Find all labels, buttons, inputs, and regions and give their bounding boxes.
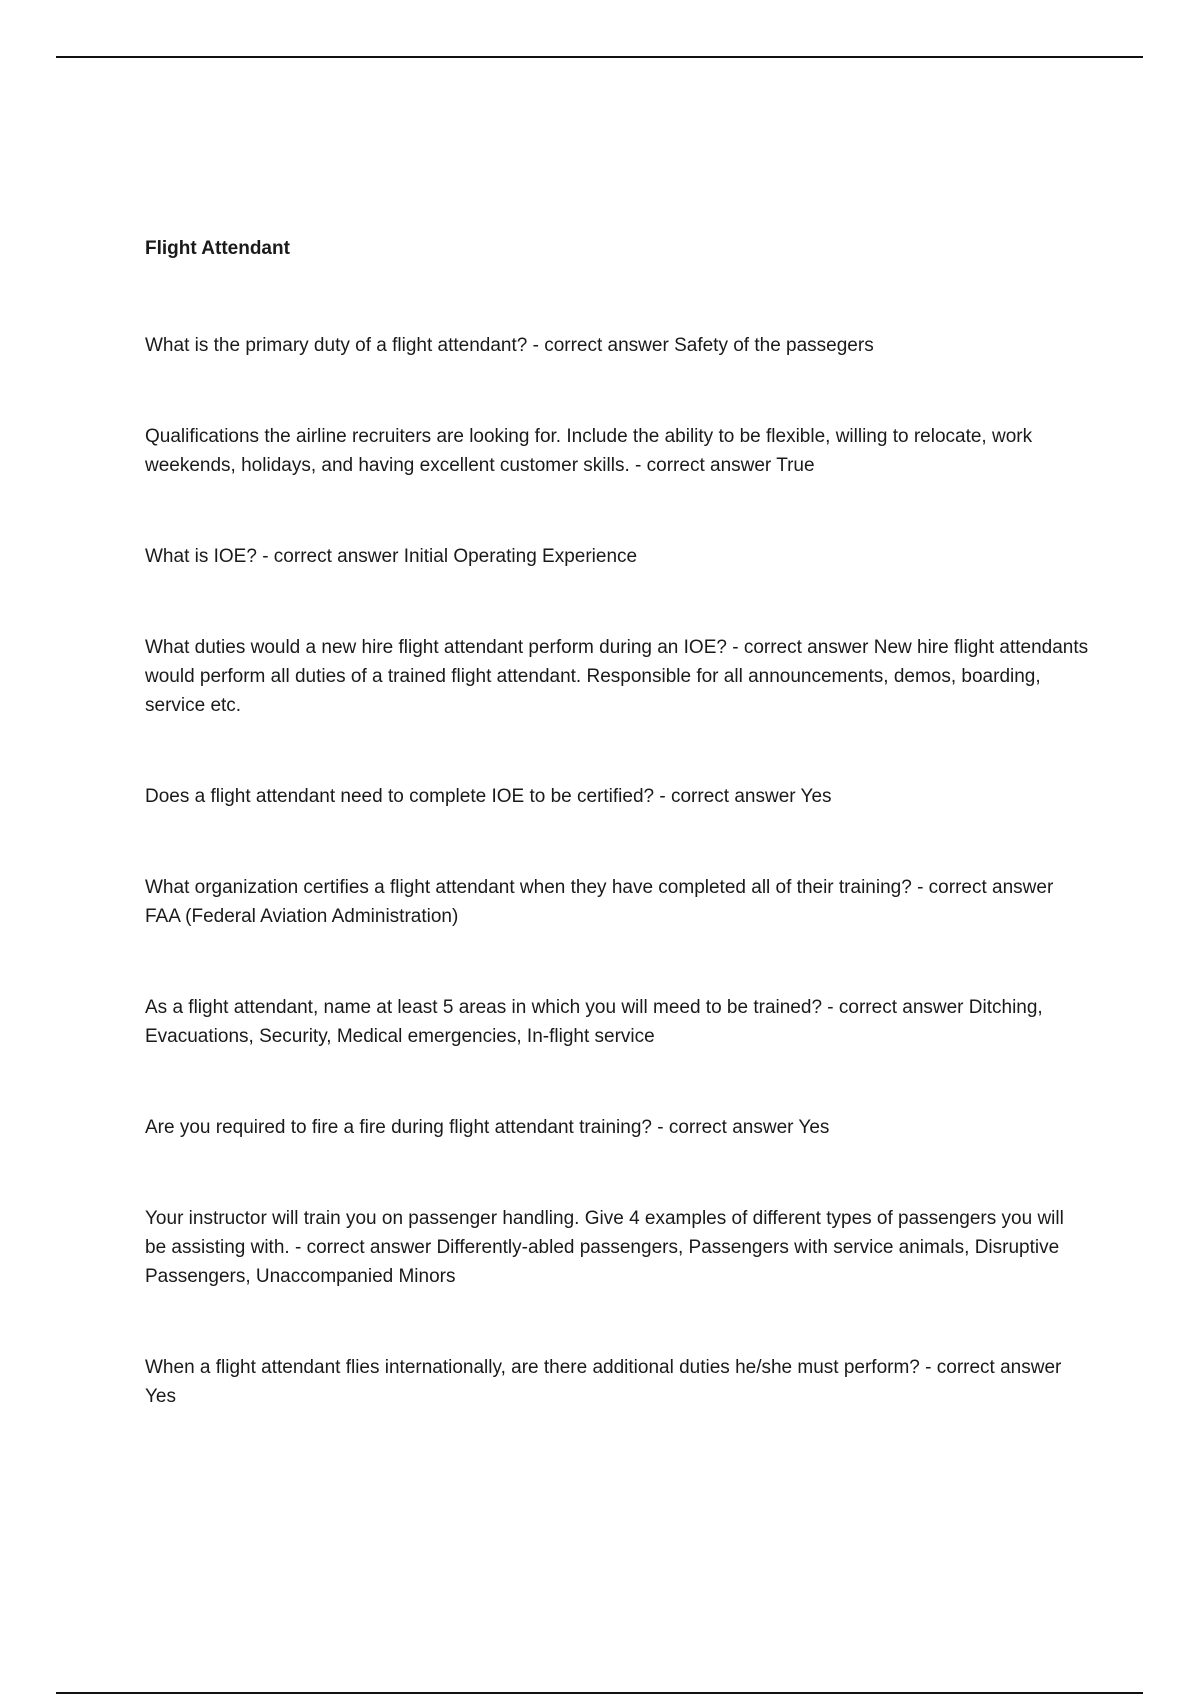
answer-text: Yes (800, 786, 832, 807)
answer-text: Ditching, Evacuations, Security, Medical emergencies, In-flight service (145, 997, 1043, 1047)
qa-item (145, 542, 1090, 571)
qa-item (145, 782, 1090, 811)
qa-item (145, 1113, 1090, 1142)
answer-text: Yes (798, 1117, 830, 1138)
answer-separator: - correct answer (919, 1357, 1062, 1378)
answer-separator: - correct answer (256, 546, 404, 567)
question-text: What organization certifies a flight attendant when they have completed all of their training? (145, 877, 912, 898)
answer-text: New hire flight attendants would perform all duties of a trained flight attendant. Responsible for all announcements, demos, boarding, service etc. (145, 637, 1089, 716)
answer-text: Differently-abled passengers, Passengers with service animals, Disruptive Passengers, Unaccompanied Minors (145, 1237, 1060, 1287)
question-text: Your instructor will train you on passenger handling. Give 4 examples of different types of passengers you will be assisting with. (145, 1208, 1064, 1258)
qa-item (145, 993, 1090, 1051)
header-rule (56, 56, 1143, 58)
answer-text: Initial Operating Experience (403, 546, 638, 567)
answer-separator: - correct answer (911, 877, 1054, 898)
question-text: What duties would a new hire flight attendant perform during an IOE? (145, 637, 727, 658)
document-body (145, 234, 1090, 1473)
question-text: Qualifications the airline recruiters are looking for. Include the ability to be flexible, willing to relocate, work weekends, holidays, and having excellent customer skills. (145, 426, 1033, 476)
qa-item (145, 873, 1090, 931)
question-text: Are you required to fire a fire during flight attendant training? (145, 1117, 652, 1138)
footer-rule (56, 1692, 1143, 1694)
qa-item (145, 331, 1090, 360)
answer-separator: - correct answer (726, 637, 874, 658)
qa-item (145, 422, 1090, 480)
answer-text: Yes (145, 1386, 176, 1407)
question-text: Does a flight attendant need to complete IOE to be certified? (145, 786, 655, 807)
question-text: When a flight attendant flies internationally, are there additional duties he/she must perform? (145, 1357, 920, 1378)
answer-separator: - correct answer (289, 1237, 437, 1258)
answer-text: FAA (Federal Aviation Administration) (145, 906, 459, 927)
answer-separator: - correct answer (654, 786, 801, 807)
document-title: Flight Attendant (145, 238, 290, 259)
qa-item (145, 633, 1090, 720)
answer-text: True (776, 455, 815, 476)
question-text: What is the primary duty of a flight attendant? (145, 335, 528, 356)
answer-separator: - correct answer (629, 455, 777, 476)
answer-separator: - correct answer (527, 335, 675, 356)
answer-separator: - correct answer (822, 997, 969, 1018)
answer-separator: - correct answer (651, 1117, 799, 1138)
qa-item (145, 1353, 1090, 1411)
qa-item (145, 1204, 1090, 1291)
answer-text: Safety of the passegers (674, 335, 874, 356)
qa-list (145, 331, 1090, 1411)
question-text: What is IOE? (145, 546, 257, 567)
question-text: As a flight attendant, name at least 5 areas in which you will meed to be trained? (145, 997, 823, 1018)
